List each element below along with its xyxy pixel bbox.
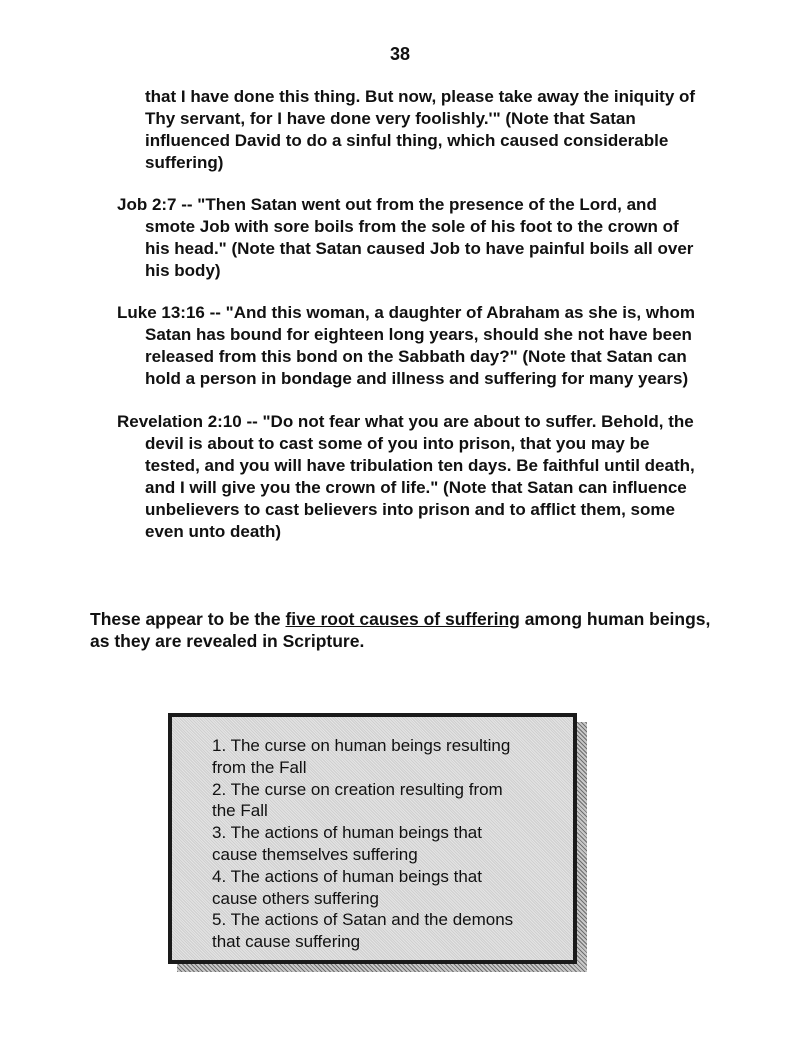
text-line: influenced David to do a sinful thing, which caused considerable bbox=[145, 131, 669, 150]
summary-text: among human beings, bbox=[519, 609, 711, 629]
text-line: devil is about to cast some of you into prison, that you may be bbox=[145, 434, 650, 453]
text-line: Satan has bound for eighteen long years, should she not have been bbox=[145, 325, 692, 344]
continuation-paragraph bbox=[145, 86, 695, 174]
text-line: even unto death) bbox=[145, 522, 282, 541]
list-line: 3. The actions of human beings that bbox=[212, 823, 482, 843]
text-line: tested, and you will have tribulation ten days. Be faithful until death, bbox=[145, 456, 695, 475]
list-line: cause others suffering bbox=[212, 888, 379, 908]
list-line: 1. The curse on human beings resulting bbox=[212, 736, 511, 755]
text-line: suffering) bbox=[145, 153, 224, 172]
list-line: the Fall bbox=[212, 801, 268, 821]
list-line: 4. The actions of human beings that bbox=[212, 866, 482, 886]
text-line: Thy servant, for I have done very foolishly.'" (Note that Satan bbox=[145, 109, 636, 128]
list-line: cause themselves suffering bbox=[212, 844, 418, 864]
summary-line bbox=[90, 608, 710, 630]
summary-line: as they are revealed in Scripture. bbox=[90, 631, 365, 651]
text-line: unbelievers to cast believers into prison and to afflict them, some bbox=[145, 500, 675, 519]
list-line: from the Fall bbox=[212, 757, 307, 777]
causes-list bbox=[212, 735, 513, 953]
list-line: 5. The actions of Satan and the demons bbox=[212, 910, 514, 930]
text-line: smote Job with sore boils from the sole of his foot to the crown of bbox=[145, 217, 679, 236]
job-entry bbox=[117, 194, 693, 282]
text-line: released from this bond on the Sabbath day?" (Note that Satan can bbox=[145, 347, 687, 366]
text-line: that I have done this thing. But now, please take away the iniquity of bbox=[145, 87, 696, 106]
luke-entry bbox=[117, 302, 695, 390]
text-line: and I will give you the crown of life." (Note that Satan can influence bbox=[145, 478, 687, 497]
summary-paragraph bbox=[90, 608, 710, 652]
list-line: 2. The curse on creation resulting from bbox=[212, 779, 503, 799]
causes-box bbox=[168, 713, 577, 964]
text-line: Revelation 2:10 -- "Do not fear what you are about to suffer. Behold, the bbox=[117, 412, 694, 431]
page-number: 38 bbox=[389, 44, 411, 64]
text-line: Luke 13:16 -- "And this woman, a daughter of Abraham as she is, whom bbox=[117, 303, 695, 322]
text-line: Job 2:7 -- "Then Satan went out from the presence of the Lord, and bbox=[117, 195, 657, 214]
text-line: his body) bbox=[145, 261, 221, 280]
text-line: hold a person in bondage and illness and suffering for many years) bbox=[145, 369, 689, 388]
underlined-phrase: five root causes of suffering bbox=[285, 609, 520, 629]
revelation-entry bbox=[117, 411, 695, 543]
summary-text: These appear to be the bbox=[90, 609, 286, 629]
list-line: that cause suffering bbox=[212, 932, 361, 952]
text-line: his head." (Note that Satan caused Job to have painful boils all over bbox=[145, 239, 694, 258]
